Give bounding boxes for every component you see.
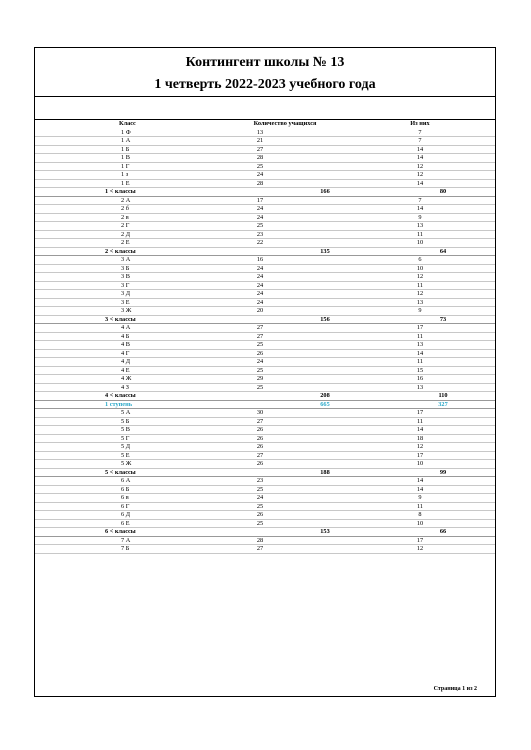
table-row xyxy=(35,205,495,214)
count-cell: 153 xyxy=(320,528,330,535)
sub-cell: 11 xyxy=(416,332,424,340)
class-cell: 3 Е xyxy=(121,298,130,306)
class-cell: 5 Д xyxy=(121,443,131,450)
document-frame xyxy=(34,47,496,697)
count-cell: 28 xyxy=(256,154,264,161)
sub-cell: 12 xyxy=(416,171,424,178)
table-row xyxy=(35,452,495,461)
sub-cell: 14 xyxy=(416,485,424,493)
header-sub: Из них xyxy=(410,120,430,127)
sub-cell: 10 xyxy=(416,460,424,467)
sub-cell: 17 xyxy=(416,409,424,416)
table-row xyxy=(35,333,495,342)
table-row xyxy=(35,375,495,384)
table-row xyxy=(35,146,495,155)
count-cell: 25 xyxy=(256,341,264,348)
table-row xyxy=(35,231,495,240)
count-cell: 17 xyxy=(256,196,264,204)
table-row xyxy=(35,307,495,316)
subtotal-row xyxy=(35,248,495,257)
class-cell: 4 Ж xyxy=(121,375,132,382)
sub-cell: 11 xyxy=(416,281,424,289)
table-row xyxy=(35,486,495,495)
subtotal-row xyxy=(35,316,495,325)
sub-cell: 14 xyxy=(416,426,424,433)
class-cell: 3 Д xyxy=(121,290,131,297)
table-row xyxy=(35,265,495,274)
sub-cell: 17 xyxy=(416,324,424,331)
class-cell: 1 з xyxy=(121,171,129,178)
class-cell: 2 А xyxy=(121,196,131,204)
count-cell: 26 xyxy=(256,426,264,433)
table-row xyxy=(35,409,495,418)
class-cell: 5 < классы xyxy=(105,468,136,476)
sub-cell: 14 xyxy=(416,477,424,484)
table-row xyxy=(35,197,495,206)
sub-cell: 16 xyxy=(416,375,424,382)
class-cell: 6 < классы xyxy=(105,528,136,535)
sub-cell: 7 xyxy=(418,137,422,144)
sub-cell: 7 xyxy=(418,128,422,136)
class-cell: 6 Б xyxy=(121,485,130,493)
class-cell: 2 < классы xyxy=(105,247,136,255)
count-cell: 27 xyxy=(256,417,264,425)
count-cell: 25 xyxy=(256,162,264,170)
table-row xyxy=(35,460,495,469)
table-row xyxy=(35,341,495,350)
sub-cell: 11 xyxy=(416,502,424,510)
table-row xyxy=(35,426,495,435)
class-cell: 4 < классы xyxy=(105,392,136,399)
class-cell: 3 Ж xyxy=(121,307,132,314)
table-row xyxy=(35,537,495,546)
contingent-table xyxy=(35,120,495,554)
count-cell: 24 xyxy=(256,205,264,212)
table-row xyxy=(35,214,495,223)
sub-cell: 73 xyxy=(439,315,447,323)
page-number: Страница 1 из 2 xyxy=(433,686,477,692)
sub-cell: 18 xyxy=(416,434,424,442)
count-cell: 24 xyxy=(256,264,264,272)
class-cell: 5 Б xyxy=(121,417,130,425)
sub-cell: 13 xyxy=(416,222,424,229)
count-cell: 24 xyxy=(256,281,264,289)
count-cell: 27 xyxy=(256,332,264,340)
count-cell: 26 xyxy=(256,443,264,450)
count-cell: 30 xyxy=(256,409,264,416)
sub-cell: 11 xyxy=(416,358,424,365)
table-row xyxy=(35,239,495,248)
table-row xyxy=(35,384,495,393)
subtotal-row xyxy=(35,392,495,401)
sub-cell: 10 xyxy=(416,519,424,527)
sub-cell: 10 xyxy=(416,264,424,272)
class-cell: 1 Е xyxy=(121,179,130,187)
class-cell: 5 Е xyxy=(121,451,130,459)
count-cell: 188 xyxy=(320,468,330,476)
table-row xyxy=(35,367,495,376)
class-cell: 3 Б xyxy=(121,264,130,272)
sub-cell: 13 xyxy=(416,298,424,306)
table-row xyxy=(35,282,495,291)
sub-cell: 327 xyxy=(438,400,448,408)
sub-cell: 15 xyxy=(416,366,424,374)
table-row xyxy=(35,350,495,359)
count-cell: 156 xyxy=(320,315,330,323)
count-cell: 24 xyxy=(256,213,264,221)
sub-cell: 9 xyxy=(418,213,422,221)
sub-cell: 12 xyxy=(416,162,424,170)
count-cell: 22 xyxy=(256,239,264,246)
class-cell: 1 Ф xyxy=(121,128,131,136)
sub-cell: 66 xyxy=(439,528,447,535)
table-row xyxy=(35,324,495,333)
count-cell: 24 xyxy=(256,171,264,178)
count-cell: 23 xyxy=(256,477,264,484)
count-cell: 21 xyxy=(256,137,264,144)
count-cell: 166 xyxy=(320,188,330,195)
class-cell: 3 Г xyxy=(121,281,130,289)
table-row xyxy=(35,494,495,503)
sub-cell: 12 xyxy=(416,290,424,297)
subtotal-row xyxy=(35,528,495,537)
table-row xyxy=(35,358,495,367)
class-cell: 2 Д xyxy=(121,230,131,238)
sub-cell: 80 xyxy=(439,188,447,195)
class-cell: 1 Б xyxy=(121,145,130,153)
count-cell: 27 xyxy=(256,324,264,331)
count-cell: 24 xyxy=(256,273,264,280)
class-cell: 6 Г xyxy=(121,502,130,510)
table-row xyxy=(35,545,495,554)
sub-cell: 10 xyxy=(416,239,424,246)
count-cell: 28 xyxy=(256,536,264,544)
class-cell: 4 Б xyxy=(121,332,130,340)
count-cell: 25 xyxy=(256,519,264,527)
sub-cell: 12 xyxy=(416,443,424,450)
count-cell: 208 xyxy=(320,392,330,399)
class-cell: 1 Г xyxy=(121,162,130,170)
sub-cell: 14 xyxy=(416,179,424,187)
table-header-row xyxy=(35,120,495,129)
subtotal-row xyxy=(35,188,495,197)
count-cell: 24 xyxy=(256,358,264,365)
table-row xyxy=(35,520,495,529)
sub-cell: 8 xyxy=(418,511,422,518)
table-row xyxy=(35,477,495,486)
count-cell: 24 xyxy=(256,298,264,306)
title-block xyxy=(35,48,495,97)
header-class: Класс xyxy=(119,120,136,127)
count-cell: 135 xyxy=(320,247,330,255)
class-cell: 7 Б xyxy=(121,545,130,552)
class-cell: 3 А xyxy=(121,256,131,263)
table-row xyxy=(35,129,495,138)
table-row xyxy=(35,503,495,512)
class-cell: 5 Ж xyxy=(121,460,132,467)
sub-cell: 14 xyxy=(416,145,424,153)
count-cell: 24 xyxy=(256,290,264,297)
table-row xyxy=(35,222,495,231)
sub-cell: 110 xyxy=(438,392,448,399)
count-cell: 27 xyxy=(256,545,264,552)
class-cell: 2 б xyxy=(121,205,129,212)
count-cell: 26 xyxy=(256,434,264,442)
class-cell: 5 В xyxy=(121,426,130,433)
table-row xyxy=(35,180,495,189)
sub-cell: 11 xyxy=(416,230,424,238)
table-row xyxy=(35,256,495,265)
class-cell: 6 Д xyxy=(121,511,131,518)
sub-cell: 12 xyxy=(416,273,424,280)
count-cell: 25 xyxy=(256,366,264,374)
table-row xyxy=(35,299,495,308)
class-cell: 3 < классы xyxy=(105,315,136,323)
sub-cell: 7 xyxy=(418,196,422,204)
table-row xyxy=(35,273,495,282)
sub-cell: 14 xyxy=(416,154,424,161)
sub-cell: 9 xyxy=(418,307,422,314)
class-cell: 4 А xyxy=(121,324,131,331)
class-cell: 1 ступень xyxy=(105,400,133,408)
count-cell: 27 xyxy=(256,145,264,153)
class-cell: 4 В xyxy=(121,341,130,348)
table-row xyxy=(35,418,495,427)
sub-cell: 12 xyxy=(416,545,424,552)
sub-cell: 9 xyxy=(418,494,422,501)
sub-cell: 64 xyxy=(439,247,447,255)
table-row xyxy=(35,290,495,299)
class-cell: 2 Г xyxy=(121,222,130,229)
class-cell: 1 < классы xyxy=(105,188,136,195)
count-cell: 26 xyxy=(256,511,264,518)
sub-cell: 6 xyxy=(418,256,422,263)
count-cell: 25 xyxy=(256,222,264,229)
class-cell: 4 Г xyxy=(121,349,130,357)
sub-cell: 14 xyxy=(416,205,424,212)
class-cell: 2 в xyxy=(121,213,129,221)
sub-cell: 11 xyxy=(416,417,424,425)
subtotal-row xyxy=(35,469,495,478)
table-row xyxy=(35,154,495,163)
count-cell: 25 xyxy=(256,485,264,493)
page-subtitle: 1 четверть 2022-2023 учебного года xyxy=(154,77,376,92)
page-title: Контингент школы № 13 xyxy=(185,55,345,70)
class-cell: 6 А xyxy=(121,477,131,484)
table-row xyxy=(35,443,495,452)
table-row xyxy=(35,511,495,520)
table-row xyxy=(35,137,495,146)
class-cell: 4 З xyxy=(121,383,129,391)
count-cell: 26 xyxy=(256,460,264,467)
grand-total-row xyxy=(35,401,495,410)
class-cell: 2 Е xyxy=(121,239,130,246)
class-cell: 4 Е xyxy=(121,366,130,374)
table-row xyxy=(35,163,495,172)
class-cell: 1 В xyxy=(121,154,130,161)
sub-cell: 13 xyxy=(416,341,424,348)
count-cell: 24 xyxy=(256,494,264,501)
count-cell: 27 xyxy=(256,451,264,459)
count-cell: 25 xyxy=(256,502,264,510)
count-cell: 13 xyxy=(256,128,264,136)
count-cell: 20 xyxy=(256,307,264,314)
sub-cell: 17 xyxy=(416,536,424,544)
class-cell: 6 в xyxy=(121,494,129,501)
count-cell: 25 xyxy=(256,383,264,391)
sub-cell: 14 xyxy=(416,349,424,357)
class-cell: 4 Д xyxy=(121,358,131,365)
count-cell: 26 xyxy=(256,349,264,357)
class-cell: 5 А xyxy=(121,409,131,416)
class-cell: 5 Г xyxy=(121,434,130,442)
class-cell: 1 А xyxy=(121,137,131,144)
header-count: Количество учащихся xyxy=(253,120,317,127)
sub-cell: 13 xyxy=(416,383,424,391)
count-cell: 665 xyxy=(320,400,330,408)
count-cell: 23 xyxy=(256,230,264,238)
sub-cell: 99 xyxy=(439,468,447,476)
class-cell: 3 В xyxy=(121,273,130,280)
class-cell: 6 Е xyxy=(121,519,130,527)
class-cell: 7 А xyxy=(121,536,131,544)
sub-cell: 17 xyxy=(416,451,424,459)
count-cell: 28 xyxy=(256,179,264,187)
count-cell: 29 xyxy=(256,375,264,382)
table-row xyxy=(35,435,495,444)
table-row xyxy=(35,171,495,180)
count-cell: 16 xyxy=(256,256,264,263)
